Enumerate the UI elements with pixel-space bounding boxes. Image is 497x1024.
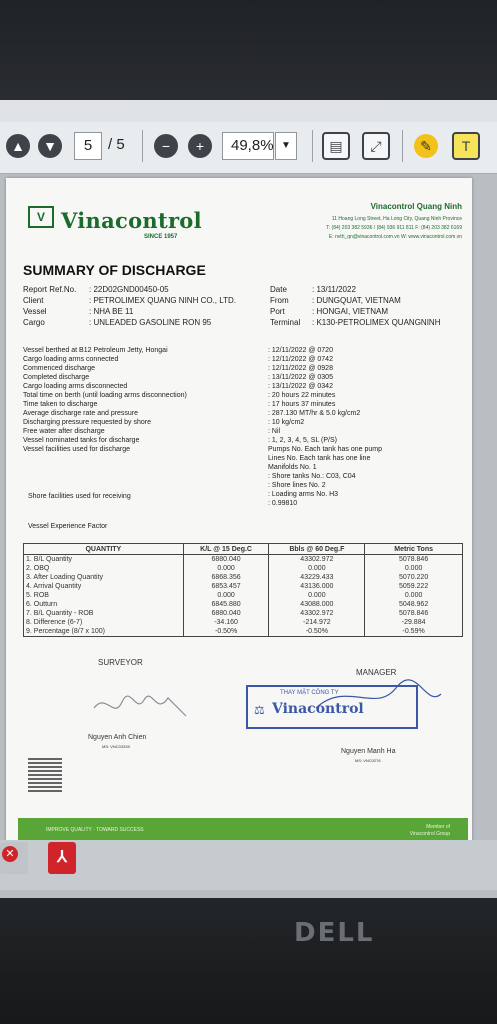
toolbar-divider <box>402 130 403 162</box>
field-row <box>23 306 236 317</box>
table-row <box>24 573 463 582</box>
manager-label: MANAGER <box>356 668 397 677</box>
field-label: Report Ref.No. <box>23 285 77 294</box>
table-row <box>24 627 463 637</box>
cell-item: 5. ROB <box>24 591 184 600</box>
monitor-bezel-bottom <box>0 898 497 1024</box>
stamp-top-text: THAY MẶT CÔNG TY <box>280 690 339 696</box>
event-label: Vessel facilities used for discharge <box>23 446 130 453</box>
event-value: : 10 kg/cm2 <box>268 419 305 426</box>
cell-item: 4. Arrival Quantity <box>24 582 184 591</box>
col-header: Metric Tons <box>365 544 463 555</box>
field-value: : UNLEADED GASOLINE RON 95 <box>89 318 212 327</box>
cell-item: 2. OBQ <box>24 564 184 573</box>
cell-kl: 0.000 <box>183 564 269 573</box>
company-email: E: nvth_qn@vinacontrol.com.vn W: www.vinacontrol.com.vn <box>328 234 462 240</box>
cell-mt: 5070.220 <box>365 573 463 582</box>
table-row <box>24 609 463 618</box>
event-label: Discharging pressure requested by shore <box>23 419 152 426</box>
vinacontrol-logo-icon: V <box>28 206 54 228</box>
toolbar-divider <box>142 130 143 162</box>
cell-kl: -34.160 <box>183 618 269 627</box>
event-value: : Shore tanks No.: C03, C04 <box>268 473 356 480</box>
cell-mt: 5078.846 <box>365 609 463 618</box>
cell-bbls: 43302.972 <box>269 609 365 618</box>
field-value: : HONGAI, VIETNAM <box>312 307 389 316</box>
toolbar-divider <box>312 130 313 162</box>
cell-mt: -29.884 <box>365 618 463 627</box>
field-value: : 22D02GND00450-05 <box>89 285 169 294</box>
event-value: : 20 hours 22 minutes <box>268 392 336 399</box>
stamp-brand: Vinacontrol <box>272 701 364 717</box>
cell-item: 7. B/L Quantity - ROB <box>24 609 184 618</box>
event-label: Free water after discharge <box>23 428 105 435</box>
quantity-table <box>23 543 463 637</box>
cell-mt: 5078.846 <box>365 555 463 565</box>
cell-item: 3. After Loading Quantity <box>24 573 184 582</box>
table-row <box>24 564 463 573</box>
cell-mt: 0.000 <box>365 591 463 600</box>
cell-bbls: -0.50% <box>269 627 365 637</box>
event-label: Cargo loading arms connected <box>23 356 119 363</box>
cell-mt: 0.000 <box>365 564 463 573</box>
table-row <box>24 600 463 609</box>
footer-member-line: Vinacontrol Group <box>409 831 450 837</box>
col-header: Bbls @ 60 Deg.F <box>269 544 365 555</box>
field-label: Terminal <box>270 318 301 327</box>
left-fields <box>23 284 236 328</box>
right-fields <box>270 284 440 328</box>
event-value: : 12/11/2022 @ 0742 <box>268 356 333 363</box>
table-row <box>24 618 463 627</box>
cell-bbls: 43302.972 <box>269 555 365 565</box>
cell-bbls: -214.972 <box>269 618 365 627</box>
document-page <box>6 178 472 878</box>
zoom-in-icon[interactable]: + <box>188 134 212 158</box>
event-label: Vessel nominated tanks for discharge <box>23 437 140 444</box>
field-value: : PETROLIMEX QUANG NINH CO., LTD. <box>89 296 236 305</box>
cell-mt: 5048.962 <box>365 600 463 609</box>
cell-item: 8. Difference (6-7) <box>24 618 184 627</box>
manager-name: Nguyen Manh Ha <box>341 748 396 755</box>
page-number-input[interactable]: 5 <box>74 132 102 160</box>
field-value: : DUNGQUAT, VIETNAM <box>312 296 401 305</box>
field-value: : 13/11/2022 <box>312 285 356 294</box>
event-value: : 12/11/2022 @ 0928 <box>268 365 333 372</box>
cell-bbls: 0.000 <box>269 564 365 573</box>
table-row <box>24 591 463 600</box>
screen <box>0 100 497 898</box>
shore-label: Shore facilities used for receiving <box>28 493 131 500</box>
cell-kl: 6868.356 <box>183 573 269 582</box>
event-label: Total time on berth (until loading arms disconnection) <box>23 392 187 399</box>
table-row <box>24 582 463 591</box>
manager-signature <box>306 678 446 718</box>
vef-label: Vessel Experience Factor <box>28 523 108 530</box>
pdf-app-icon[interactable]: ⅄ <box>48 842 76 874</box>
event-label: Commenced discharge <box>23 365 95 372</box>
field-row <box>270 295 440 306</box>
field-label: Date <box>270 285 287 294</box>
col-header: QUANTITY <box>24 544 184 555</box>
monitor-bezel-top <box>0 0 497 102</box>
cell-kl: -0.50% <box>183 627 269 637</box>
company-phone: T: (84) 203 382 5936 / (84) 936 911 811 F: (84) 203 382 6169 <box>326 225 462 231</box>
manager-code: MS: VNC0276 <box>355 758 381 763</box>
field-row <box>270 284 440 295</box>
cell-bbls: 43088.000 <box>269 600 365 609</box>
cell-mt: -0.59% <box>365 627 463 637</box>
field-label: Cargo <box>23 318 45 327</box>
event-value: : Loading arms No. H3 <box>268 491 339 498</box>
event-value: : 0.99810 <box>268 500 298 507</box>
field-row <box>23 295 236 306</box>
field-value: : K130-PETROLIMEX QUANGNINH <box>312 318 441 327</box>
field-row <box>270 306 440 317</box>
company-address: 11 Hoang Long Street, Ha Long City, Quang Ninh Province <box>331 216 462 222</box>
app-close-icon[interactable]: ✕ <box>0 842 28 874</box>
dropdown-icon[interactable]: ▼ <box>275 132 297 160</box>
event-label: Completed discharge <box>23 374 90 381</box>
document-title: SUMMARY OF DISCHARGE <box>23 262 206 278</box>
event-value: : 17 hours 37 minutes <box>268 401 336 408</box>
event-value: Pumps No. Each tank has one pump <box>268 446 383 453</box>
event-value: : Nil <box>268 428 281 435</box>
event-label: Average discharge rate and pressure <box>23 410 139 417</box>
arrow-down-icon[interactable]: ▼ <box>38 134 62 158</box>
cell-kl: 6880.040 <box>183 609 269 618</box>
field-label: Client <box>23 296 44 305</box>
surveyor-name: Nguyen Anh Chien <box>88 734 147 741</box>
brand-since: SINCE 1957 <box>144 234 178 240</box>
footer-member <box>410 824 450 838</box>
field-row <box>23 284 236 295</box>
table-header-row <box>24 544 463 555</box>
fit-width-icon[interactable]: ⤢ <box>362 132 390 160</box>
cell-item: 1. B/L Quantity <box>24 555 184 565</box>
stamp-logo-icon: ⚖ <box>254 703 265 717</box>
surveyor-signature <box>86 686 196 726</box>
arrow-up-icon[interactable]: ▲ <box>6 134 30 158</box>
table-row <box>24 555 463 565</box>
event-value: : 13/11/2022 @ 0342 <box>268 383 333 390</box>
footer-slogan: IMPROVE QUALITY · TOWARD SUCCESS <box>46 827 144 833</box>
dell-logo: DELL <box>294 918 375 948</box>
zoom-input[interactable]: 49,8% <box>222 132 274 160</box>
event-labels <box>23 346 187 454</box>
window-title-strip <box>0 100 497 122</box>
cell-kl: 6880.040 <box>183 555 269 565</box>
cell-item: 9. Percentage (8/7 x 100) <box>24 627 184 637</box>
event-value: : 287.130 MT/hr & 5.0 kg/cm2 <box>268 410 361 417</box>
footer-member-line: Member of <box>426 824 450 830</box>
cell-kl: 0.000 <box>183 591 269 600</box>
field-label: Port <box>270 307 285 316</box>
event-value: : 1, 2, 3, 4, 5, SL (P/S) <box>268 437 337 444</box>
event-label: Vessel berthed at B12 Petroleum Jetty, Hongai <box>23 347 168 354</box>
field-row <box>270 317 440 328</box>
event-value: : Shore lines No. 2 <box>268 482 326 489</box>
event-value: : 12/11/2022 @ 0720 <box>268 347 333 354</box>
field-label: From <box>270 296 289 305</box>
highlight-icon[interactable]: T <box>452 132 480 160</box>
page-fit-icon[interactable]: ▤ <box>322 132 350 160</box>
comment-icon[interactable]: ✎ <box>414 134 438 158</box>
zoom-out-icon[interactable]: − <box>154 134 178 158</box>
event-label: Cargo loading arms disconnected <box>23 383 128 390</box>
event-value: : 13/11/2022 @ 0305 <box>268 374 333 381</box>
brand-name: Vinacontrol <box>61 208 202 233</box>
cell-bbls: 43229.433 <box>269 573 365 582</box>
field-row <box>23 317 236 328</box>
pdf-toolbar <box>0 122 497 174</box>
cell-kl: 6853.457 <box>183 582 269 591</box>
cell-kl: 6845.880 <box>183 600 269 609</box>
event-values <box>268 346 382 508</box>
surveyor-label: SURVEYOR <box>98 658 143 667</box>
field-label: Vessel <box>23 307 47 316</box>
field-value: : NHA BE 11 <box>89 307 134 316</box>
cell-bbls: 0.000 <box>269 591 365 600</box>
page-total: / 5 <box>108 136 125 153</box>
cell-bbls: 43136.000 <box>269 582 365 591</box>
col-header: K/L @ 15 Deg.C <box>183 544 269 555</box>
cell-mt: 5059.222 <box>365 582 463 591</box>
event-label: Time taken to discharge <box>23 401 98 408</box>
qr-code <box>28 758 62 792</box>
cell-item: 6. Outturn <box>24 600 184 609</box>
company-name: Vinacontrol Quang Ninh <box>370 202 462 211</box>
event-value: Lines No. Each tank has one line <box>268 455 371 462</box>
surveyor-code: MS: VNC03339 <box>102 744 130 749</box>
event-value: Manifolds No. 1 <box>268 464 317 471</box>
